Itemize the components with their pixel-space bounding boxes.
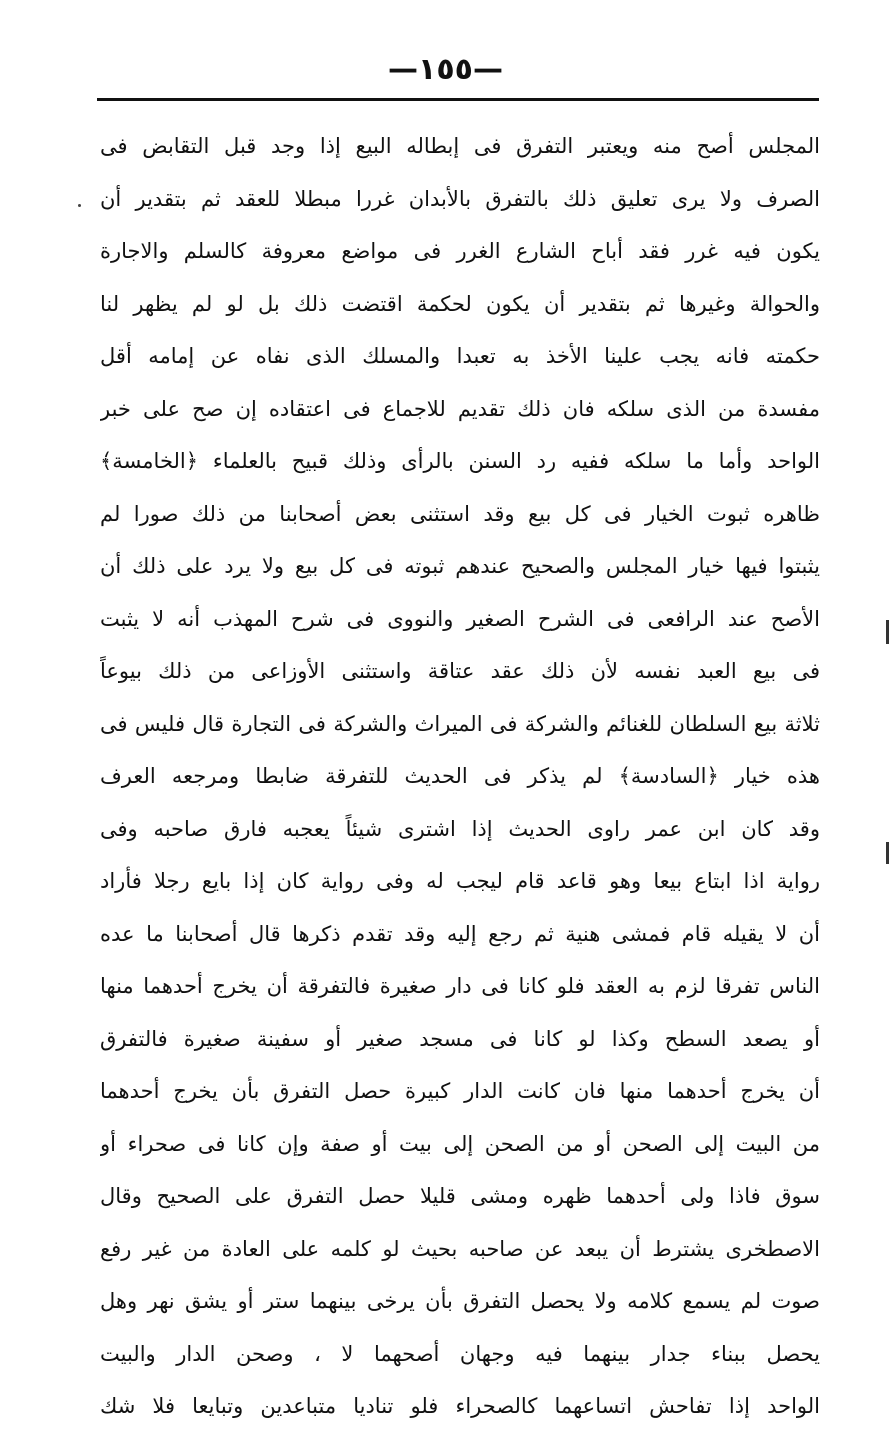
text-line: هذه خيار ﴿السادسة﴾ لم يذكر فى الحديث للتفرقة ضابطا ومرجعه العرف <box>100 764 820 788</box>
page-number: —١٥٥— <box>388 52 503 87</box>
text-line: الأصح عند الرافعى فى الشرح الصغير والنووى فى شرح المهذب أنه لا يثبت <box>100 606 820 631</box>
text-line: وقد كان ابن عمر راوى الحديث إذا اشترى شيئاً يعجبه فارق صاحبه وفى <box>100 816 820 841</box>
text-line: ظاهره ثبوت الخيار فى كل بيع وقد استثنى بعض أصحابنا من ذلك صورا لم <box>100 501 820 526</box>
text-line: أن يخرج أحدهما منها فان كانت الدار كبيرة حصل التفرق بأن يخرج أحدهما <box>100 1079 820 1103</box>
text-line: الاصطخرى يشترط أن يبعد عن صاحبه بحيث لو كلمه على العادة من غير رفع <box>100 1236 820 1261</box>
scan-mark <box>886 842 889 864</box>
text-line: يكون فيه غرر فقد أباح الشارع الغرر فى مواضع معروفة كالسلم والاجارة <box>100 239 820 263</box>
text-line: صوت لم يسمع كلامه ولا يحصل التفرق بأن يرخى بينهما ستر أو يشق نهر وهل <box>100 1289 820 1313</box>
text-line: يحصل ببناء جدار بينهما فيه وجهان أصحهما لا ، وصحن الدار والبيت <box>100 1341 820 1366</box>
text-line: أو يصعد السطح وكذا لو كانا فى مسجد صغير أو سفينة صغيرة فالتفرق <box>100 1026 820 1051</box>
text-line: الصرف ولا يرى تعليق ذلك بالتفرق بالأبدان غررا مبطلا للعقد ثم بتقدير أن <box>100 186 820 211</box>
text-line: حكمته فانه يجب علينا الأخذ به تعبدا والمسلك الذى نفاه عن إمامه أقل <box>100 344 820 368</box>
text-line: الواحد وأما ما سلكه ففيه رد السنن بالرأى وذلك قبيح بالعلماء ﴿الخامسة﴾ <box>100 449 820 473</box>
text-line: ثلاثة بيع السلطان للغنائم والشركة فى الميراث والشركة فى التجارة قال فليس فى <box>100 711 820 736</box>
text-line: المجلس أصح منه ويعتبر التفرق فى إبطاله البيع إذا وجد قبل التقابض فى <box>100 134 820 158</box>
text-line: فى بيع العبد نفسه لأن ذلك عقد عتاقة واستثنى الأوزاعى من ذلك بيوعاً <box>100 659 820 683</box>
text-line: مفسدة من الذى سلكه فان ذلك تقديم للاجماع فى اعتقاده إن صح على خبر <box>100 396 820 421</box>
scan-mark <box>886 620 889 644</box>
text-line: الناس تفرقا لزم به العقد فلو كانا فى دار صغيرة فالتفرقة أن يخرج أحدهما منها <box>100 974 820 998</box>
text-line: الواحد إذا تفاحش اتساعهما كالصحراء فلو تناديا متباعدين وتبايعا فلا شك <box>100 1394 820 1418</box>
text-line: سوق فاذا ولى أحدهما ظهره ومشى قليلا حصل التفرق على الصحيح وقال <box>100 1184 820 1208</box>
header-rule <box>97 98 819 101</box>
text-line: من البيت إلى الصحن أو من الصحن إلى بيت أو صفة وإن كانا فى صحراء أو <box>100 1131 820 1156</box>
body-text <box>100 120 820 1433</box>
text-line: يثبتوا فيها خيار المجلس والصحيح عندهم ثبوته فى كل بيع ولا يرد على ذلك أن <box>100 554 820 578</box>
text-line: أن لا يقيله قام فمشى هنية ثم رجع إليه وقد تقدم ذكرها قال أصحابنا ما عده <box>100 921 820 946</box>
text-line: رواية اذا ابتاع بيعا وهو قاعد قام ليجب له وفى رواية كان إذا بايع رجلا فأراد <box>100 869 820 893</box>
scan-speck <box>78 204 81 207</box>
text-line: والحوالة وغيرها ثم بتقدير أن يكون لحكمة اقتضت ذلك بل لو لم يظهر لنا <box>100 291 820 316</box>
